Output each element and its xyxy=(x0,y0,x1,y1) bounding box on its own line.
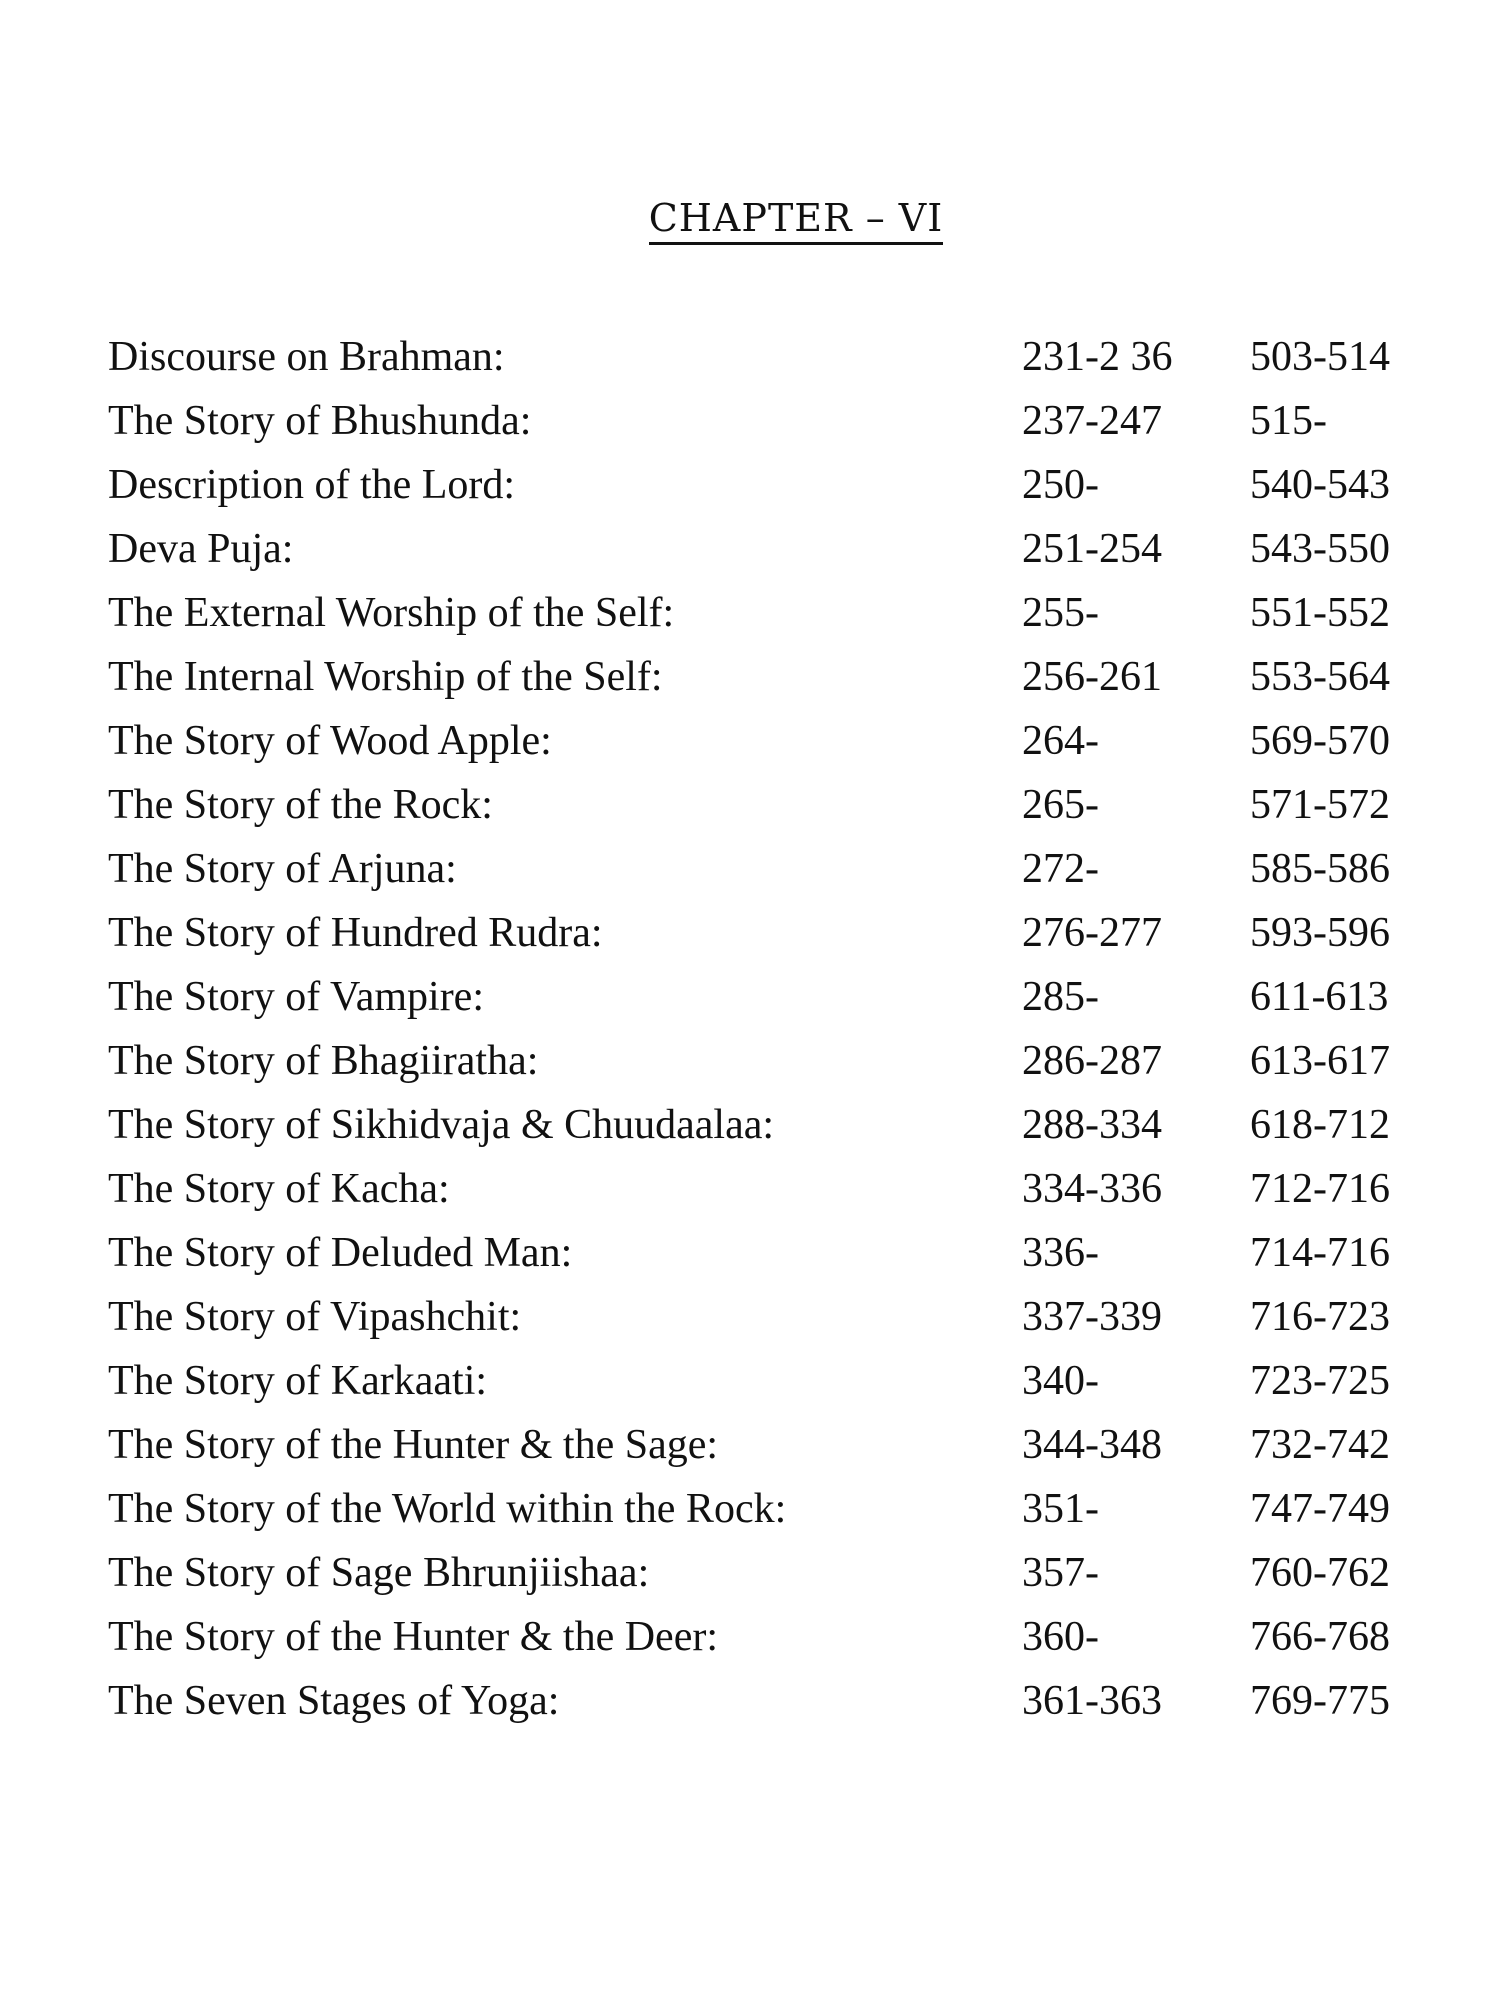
entry-title: The Story of Bhushunda: xyxy=(108,398,532,444)
toc-entry xyxy=(0,709,1500,773)
entry-pages-first: 360- xyxy=(1022,1614,1099,1660)
entry-pages-second: 571-572 xyxy=(1250,782,1390,828)
entry-pages-second: 769-775 xyxy=(1250,1678,1390,1724)
toc-entry xyxy=(0,517,1500,581)
toc-entry xyxy=(0,645,1500,709)
entry-pages-first: 336- xyxy=(1022,1230,1099,1276)
toc-entry xyxy=(0,1605,1500,1669)
entry-title: The Story of Karkaati: xyxy=(108,1358,488,1404)
chapter-heading-text: CHAPTER – VI xyxy=(649,196,944,245)
entry-pages-second: 712-716 xyxy=(1250,1166,1390,1212)
entry-pages-first: 276-277 xyxy=(1022,910,1162,956)
toc-entry xyxy=(0,1093,1500,1157)
entry-pages-first: 255- xyxy=(1022,590,1099,636)
toc-entry xyxy=(0,773,1500,837)
toc-entry xyxy=(0,325,1500,389)
entry-pages-second: 551-552 xyxy=(1250,590,1390,636)
toc-entry xyxy=(0,1413,1500,1477)
entry-pages-second: 723-725 xyxy=(1250,1358,1390,1404)
toc-entry xyxy=(0,837,1500,901)
entry-title: Discourse on Brahman: xyxy=(108,334,505,380)
entry-pages-first: 265- xyxy=(1022,782,1099,828)
toc-entry xyxy=(0,1285,1500,1349)
entry-pages-first: 272- xyxy=(1022,846,1099,892)
toc-entry xyxy=(0,1221,1500,1285)
toc-entry xyxy=(0,389,1500,453)
entry-pages-first: 334-336 xyxy=(1022,1166,1162,1212)
entry-pages-second: 714-716 xyxy=(1250,1230,1390,1276)
entry-title: The Internal Worship of the Self: xyxy=(108,654,663,700)
entry-pages-second: 585-586 xyxy=(1250,846,1390,892)
entry-pages-second: 503-514 xyxy=(1250,334,1390,380)
entry-title: The Story of Arjuna: xyxy=(108,846,457,892)
entry-pages-second: 593-596 xyxy=(1250,910,1390,956)
toc-entry xyxy=(0,1029,1500,1093)
entry-pages-first: 250- xyxy=(1022,462,1099,508)
entry-title: The Story of Deluded Man: xyxy=(108,1230,573,1276)
entry-pages-second: 569-570 xyxy=(1250,718,1390,764)
entry-pages-first: 231-2 36 xyxy=(1022,334,1173,380)
toc-entry xyxy=(0,581,1500,645)
entry-title: Description of the Lord: xyxy=(108,462,516,508)
entry-title: The Story of the Hunter & the Deer: xyxy=(108,1614,718,1660)
entry-pages-first: 251-254 xyxy=(1022,526,1162,572)
entry-title: Deva Puja: xyxy=(108,526,294,572)
entry-title: The Story of Bhagiiratha: xyxy=(108,1038,539,1084)
entry-pages-second: 760-762 xyxy=(1250,1550,1390,1596)
entry-title: The Story of Sage Bhrunjiishaa: xyxy=(108,1550,650,1596)
entry-pages-first: 256-261 xyxy=(1022,654,1162,700)
toc-entry xyxy=(0,1477,1500,1541)
entry-pages-first: 340- xyxy=(1022,1358,1099,1404)
entry-pages-first: 344-348 xyxy=(1022,1422,1162,1468)
entry-title: The Story of Vampire: xyxy=(108,974,484,1020)
toc-entry xyxy=(0,1669,1500,1733)
entry-pages-first: 337-339 xyxy=(1022,1294,1162,1340)
entry-pages-second: 543-550 xyxy=(1250,526,1390,572)
entry-title: The Seven Stages of Yoga: xyxy=(108,1678,560,1724)
entry-pages-second: 732-742 xyxy=(1250,1422,1390,1468)
table-of-contents xyxy=(0,325,1500,1733)
entry-title: The Story of the World within the Rock: xyxy=(108,1486,787,1532)
entry-title: The Story of the Hunter & the Sage: xyxy=(108,1422,719,1468)
entry-title: The Story of Wood Apple: xyxy=(108,718,552,764)
entry-title: The External Worship of the Self: xyxy=(108,590,675,636)
entry-pages-first: 285- xyxy=(1022,974,1099,1020)
entry-pages-second: 618-712 xyxy=(1250,1102,1390,1148)
entry-pages-second: 766-768 xyxy=(1250,1614,1390,1660)
entry-pages-second: 613-617 xyxy=(1250,1038,1390,1084)
entry-pages-second: 716-723 xyxy=(1250,1294,1390,1340)
entry-title: The Story of Vipashchit: xyxy=(108,1294,522,1340)
entry-pages-second: 515- xyxy=(1250,398,1327,444)
toc-entry xyxy=(0,901,1500,965)
entry-title: The Story of Sikhidvaja & Chuudaalaa: xyxy=(108,1102,775,1148)
toc-entry xyxy=(0,453,1500,517)
entry-title: The Story of the Rock: xyxy=(108,782,493,828)
entry-pages-second: 553-564 xyxy=(1250,654,1390,700)
entry-pages-first: 357- xyxy=(1022,1550,1099,1596)
entry-pages-first: 351- xyxy=(1022,1486,1099,1532)
entry-pages-second: 540-543 xyxy=(1250,462,1390,508)
entry-pages-first: 361-363 xyxy=(1022,1678,1162,1724)
toc-entry xyxy=(0,1541,1500,1605)
entry-pages-first: 264- xyxy=(1022,718,1099,764)
entry-pages-first: 237-247 xyxy=(1022,398,1162,444)
entry-pages-first: 286-287 xyxy=(1022,1038,1162,1084)
entry-pages-second: 747-749 xyxy=(1250,1486,1390,1532)
toc-entry xyxy=(0,1349,1500,1413)
toc-entry xyxy=(0,1157,1500,1221)
entry-pages-first: 288-334 xyxy=(1022,1102,1162,1148)
entry-title: The Story of Hundred Rudra: xyxy=(108,910,603,956)
entry-pages-second: 611-613 xyxy=(1250,974,1389,1020)
chapter-heading xyxy=(0,196,1500,240)
toc-entry xyxy=(0,965,1500,1029)
entry-title: The Story of Kacha: xyxy=(108,1166,450,1212)
